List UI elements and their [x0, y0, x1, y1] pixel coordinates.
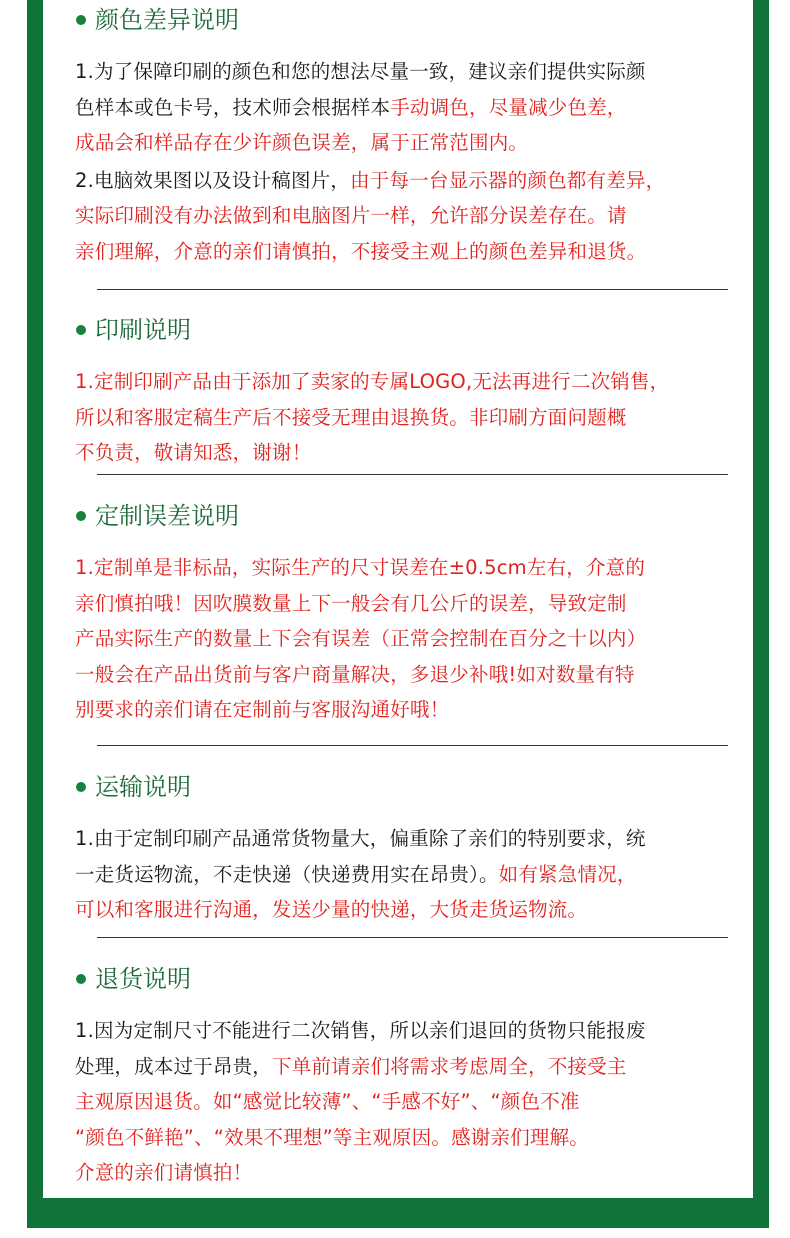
text-line: 一走货运物流，不走快递（快递费用实在昂贵）。如有紧急情况，: [75, 862, 637, 886]
section-returns: [75, 962, 755, 1191]
bullet-dot-icon: [76, 325, 86, 335]
bullet-dot-icon: [76, 974, 86, 984]
section-title: 印刷说明: [95, 316, 191, 344]
section-shipping: [75, 770, 755, 928]
text-line: 主观原因退货。如“感觉比较薄”、“手感不好”、“颜色不准: [75, 1090, 580, 1113]
section-heading: [75, 313, 755, 347]
section-title: 运输说明: [95, 773, 191, 801]
text-line: 1.定制单是非标品，实际生产的尺寸误差在±0.5cm左右，介意的: [75, 556, 646, 579]
text-line: 2.电脑效果图以及设计稿图片，由于每一台显示器的颜色都有差异，: [75, 168, 666, 192]
text-line: 实际印刷没有办法做到和电脑图片一样，允许部分误差存在。请: [75, 204, 627, 227]
section-title: 颜色差异说明: [95, 6, 239, 34]
section-color-difference: [75, 3, 755, 269]
section-heading: [75, 770, 755, 804]
divider: [97, 289, 728, 290]
section-heading: [75, 962, 755, 996]
section-item: [75, 821, 755, 928]
bullet-dot-icon: [76, 782, 86, 792]
text-line: 别要求的亲们请在定制前与客服沟通好哦！: [75, 698, 450, 721]
section-heading: [75, 499, 755, 533]
text-line: 色样本或色卡号，技术师会根据样本手动调色，尽量减少色差，: [75, 95, 627, 119]
bullet-dot-icon: [76, 511, 86, 521]
text-line: 介意的亲们请慎拍！: [75, 1161, 253, 1184]
section-custom-error: [75, 499, 755, 728]
text-line: 亲们慎拍哦！因吹膜数量上下一般会有几公斤的误差，导致定制: [75, 591, 627, 615]
divider: [97, 745, 728, 746]
text-line: 1.因为定制尺寸不能进行二次销售，所以亲们退回的货物只能报废: [75, 1019, 646, 1042]
section-item: [75, 1013, 755, 1191]
section-title: 定制误差说明: [95, 502, 239, 530]
divider: [97, 937, 728, 938]
text-line: 成品会和样品存在少许颜色误差，属于正常范围内。: [75, 131, 529, 154]
text-line: 亲们理解，介意的亲们请慎拍，不接受主观上的颜色差异和退货。: [75, 239, 647, 263]
text-line: 一般会在产品出货前与客户商量解决，多退少补哦!如对数量有特: [75, 662, 635, 686]
section-item: [75, 163, 755, 270]
bullet-dot-icon: [76, 15, 86, 25]
text-line: 1.为了保障印刷的颜色和您的想法尽量一致，建议亲们提供实际颜: [75, 60, 646, 83]
text-line: 不负责，敬请知悉，谢谢！: [75, 441, 312, 464]
section-printing: [75, 313, 755, 471]
section-item: [75, 550, 755, 728]
divider: [97, 474, 728, 475]
text-line: 产品实际生产的数量上下会有误差（正常会控制在百分之十以内）: [75, 627, 647, 650]
text-line: 所以和客服定稿生产后不接受无理由退换货。非印刷方面问题概: [75, 405, 627, 429]
text-line: 可以和客服进行沟通，发送少量的快递，大货走货运物流。: [75, 898, 588, 921]
text-line: 1.定制印刷产品由于添加了卖家的专属LOGO,无法再进行二次销售，: [75, 370, 670, 393]
text-line: 处理，成本过于昂贵，下单前请亲们将需求考虑周全，不接受主: [75, 1054, 627, 1078]
text-line: 1.由于定制印刷产品通常货物量大，偏重除了亲们的特别要求，统: [75, 827, 646, 850]
section-title: 退货说明: [95, 965, 191, 993]
section-item: [75, 54, 755, 161]
text-line: “颜色不鲜艳”、“效果不理想”等主观原因。感谢亲们理解。: [75, 1125, 590, 1149]
section-heading: [75, 3, 755, 37]
section-item: [75, 364, 755, 471]
